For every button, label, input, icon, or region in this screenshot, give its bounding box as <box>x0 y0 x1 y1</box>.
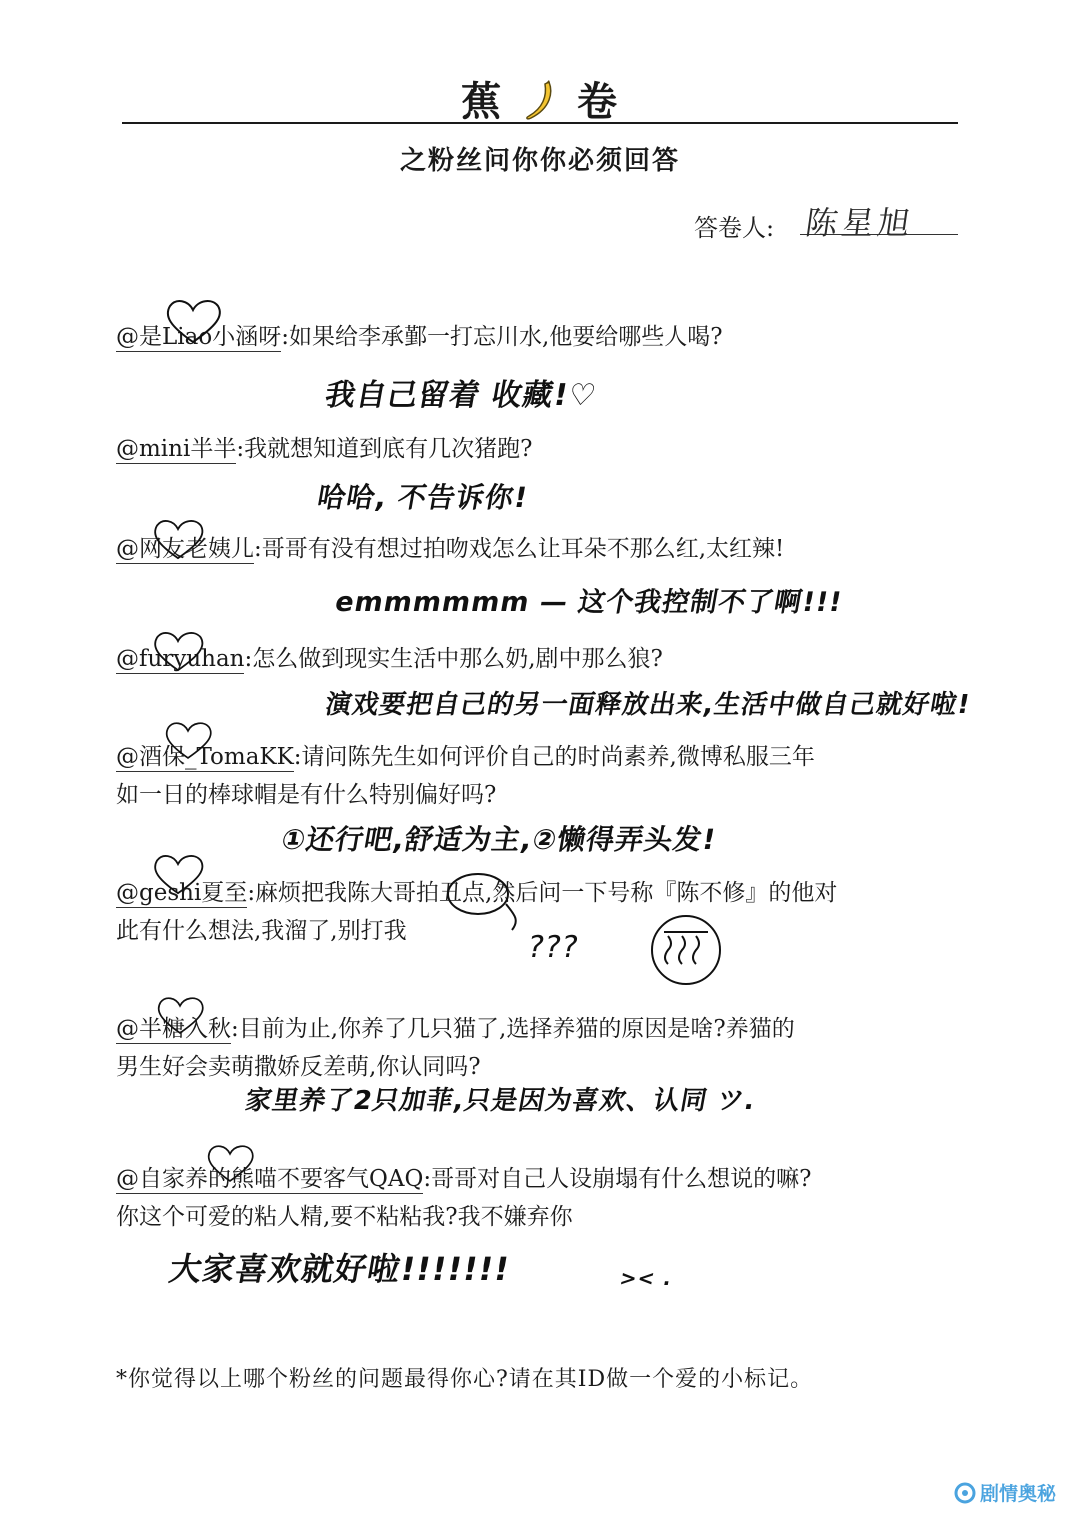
question-text: :目前为止,你养了几只猫了,选择养猫的原因是啥?养猫的 <box>231 1016 795 1042</box>
title-right-char: 卷 <box>576 78 619 125</box>
question-handle: @半糖入秋 <box>116 1016 231 1042</box>
answer-6: ??? <box>524 930 582 965</box>
question-4 <box>116 640 956 678</box>
answer-8-emoticon: >< . <box>617 1266 675 1290</box>
question-handle: @furyuhan <box>116 646 245 672</box>
question-text-line2: 你这个可爱的粘人精,要不粘粘我?我不嫌弃你 <box>116 1204 573 1230</box>
question-7 <box>116 1010 956 1086</box>
answerer-signature: 陈星旭 <box>803 204 917 242</box>
answer-7: 家里养了2只加菲,只是因为喜欢、认同 ツ. <box>242 1086 759 1116</box>
answer-3: emmmmmm — 这个我控制不了啊!!! <box>332 587 846 618</box>
watermark-text: 剧情奥秘 <box>979 1483 1056 1505</box>
title-divider <box>122 122 958 124</box>
question-text-line2: 如一日的棒球帽是有什么特别偏好吗? <box>116 782 497 808</box>
circle-annotation-icon <box>440 862 590 952</box>
question-text-line2: 男生好会卖萌撒娇反差萌,你认同吗? <box>116 1054 481 1080</box>
answer-2: 哈哈, 不告诉你! <box>314 481 531 514</box>
answer-8: 大家喜欢就好啦!!!!!!! <box>166 1250 514 1288</box>
answer-4: 演戏要把自己的另一面释放出来,生活中做自己就好啦! <box>322 690 973 720</box>
question-handle: @自家养的熊喵不要客气QAQ <box>116 1166 424 1192</box>
question-text: :请问陈先生如何评价自己的时尚素养,微博私服三年 <box>293 744 815 770</box>
title-left-char: 蕉 <box>461 78 504 125</box>
heart-icon <box>148 850 208 900</box>
watermark <box>954 1479 1056 1506</box>
question-3 <box>116 530 956 568</box>
question-text: :如果给李承鄞一打忘川水,他要给哪些人喝? <box>281 324 723 350</box>
heart-icon <box>160 298 226 346</box>
question-handle: @mini半半 <box>116 436 237 462</box>
question-2 <box>116 430 956 468</box>
footer-note: *你觉得以上哪个粉丝的问题最得你心?请在其ID做一个爱的小标记。 <box>116 1367 814 1392</box>
scribble-face-icon <box>638 912 738 992</box>
question-text: :我就想知道到底有几次猪跑? <box>236 436 533 462</box>
watermark-logo-icon <box>954 1482 976 1504</box>
question-handle: @geshi夏至 <box>116 880 248 906</box>
question-handle: @酒保_TomaKK <box>116 744 294 770</box>
heart-icon <box>148 516 208 564</box>
question-text: :哥哥对自己人设崩塌有什么想说的嘛? <box>423 1166 812 1192</box>
question-text: :麻烦把我陈大哥拍丑点,然后问一下号称『陈不修』的他对 <box>247 880 838 906</box>
question-1 <box>116 318 956 356</box>
question-text: :哥哥有没有想过拍吻戏怎么让耳朵不那么红,太红辣! <box>254 536 785 562</box>
page-subtitle: 之粉丝问你你必须回答 <box>399 146 680 176</box>
heart-icon <box>152 990 208 1042</box>
heart-icon <box>148 624 208 680</box>
question-text: :怎么做到现实生活中那么奶,剧中那么狼? <box>244 646 663 672</box>
answer-1: 我自己留着 收藏!♡ <box>322 378 600 413</box>
question-handle: @是Liao小涵呀 <box>116 324 282 350</box>
question-text-line2: 此有什么想法,我溜了,别打我 <box>116 918 407 944</box>
heart-icon <box>202 1138 258 1190</box>
question-5 <box>116 738 956 814</box>
answer-5: ①还行吧,舒适为主,②懒得弄头发! <box>278 823 720 856</box>
question-handle: @网友老姨儿 <box>116 536 254 562</box>
answerer-label: 答卷人: <box>694 214 775 242</box>
heart-icon <box>160 716 216 766</box>
